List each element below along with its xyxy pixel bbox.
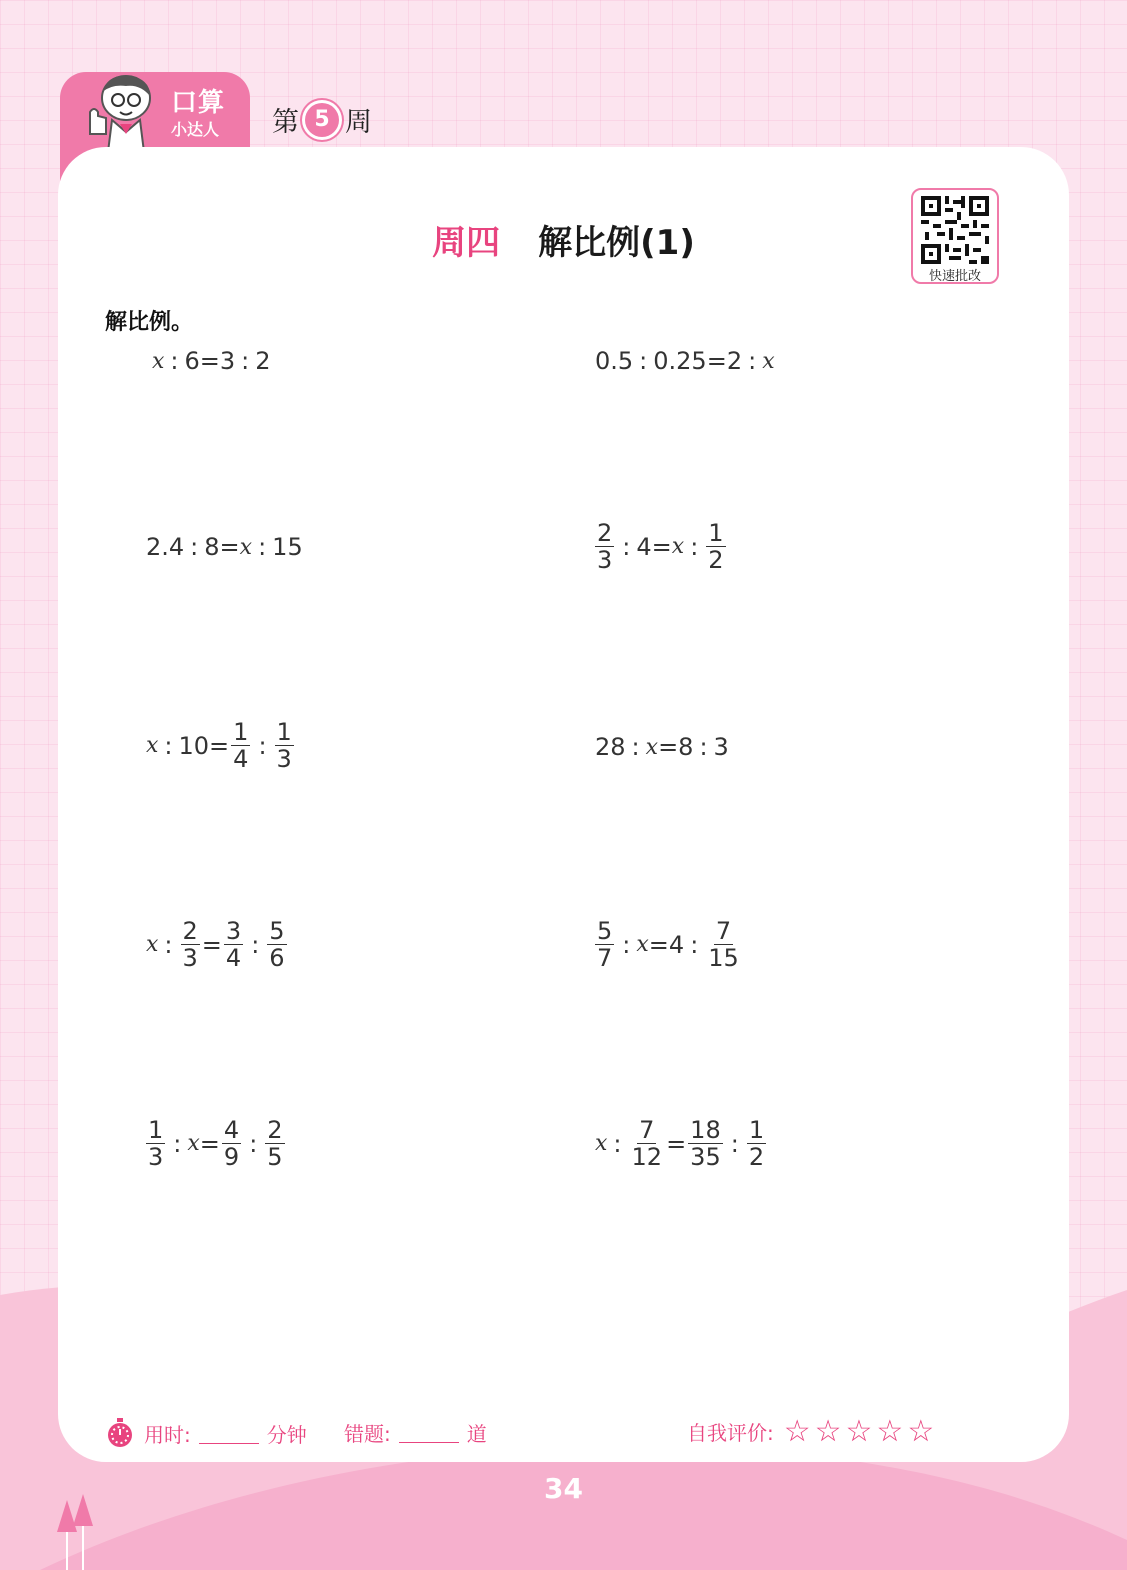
equation-8: $\frac{5}{7}$ : x =4 : $\frac{7}{15}$	[597, 917, 739, 972]
equation-1: x : 6=3 : 2	[152, 347, 271, 375]
qr-code[interactable]	[911, 188, 999, 284]
stopwatch-icon	[106, 1418, 134, 1448]
time-label: 用时:	[144, 1422, 191, 1447]
week-prefix: 第	[272, 107, 299, 138]
brand-title: 口算	[171, 88, 226, 118]
rating-stars[interactable]: ☆☆☆☆☆	[783, 1414, 939, 1449]
mascot-illustration	[78, 72, 160, 152]
errors-label: 错题:	[344, 1422, 391, 1446]
equation-4: $\frac{2}{3}$ : 4= x : $\frac{1}{2}$	[597, 519, 724, 574]
title-topic: 解比例(1)	[538, 223, 695, 263]
worksheet-card	[58, 147, 1069, 1462]
equation-2: 0.5 : 0.25=2 : x	[595, 347, 775, 375]
brand-subtitle: 小达人	[171, 120, 220, 139]
self-eval-label: 自我评价:	[687, 1421, 774, 1445]
time-unit: 分钟	[266, 1422, 307, 1447]
errors-blank[interactable]	[399, 1422, 459, 1443]
errors-unit: 道	[466, 1422, 487, 1446]
equation-6: 28 : x =8 : 3	[595, 733, 729, 761]
qr-code-icon	[921, 196, 989, 264]
week-suffix: 周	[345, 107, 372, 138]
worksheet-footer	[0, 1414, 1127, 1450]
arrow-decoration-icon	[55, 1490, 100, 1570]
time-blank[interactable]	[199, 1423, 259, 1444]
page-number: 34	[544, 1472, 583, 1505]
equation-10: x : $\frac{7}{12}$ = $\frac{18}{35}$ : $\frac{1}{2}$	[595, 1116, 765, 1171]
equation-9: $\frac{1}{3}$ : x = $\frac{4}{9}$ : $\frac{2}{5}$	[148, 1116, 283, 1171]
qr-label: 快速批改	[928, 269, 981, 284]
week-indicator	[272, 100, 372, 139]
week-number-badge: 5	[305, 103, 339, 137]
instruction: 解比例。	[105, 310, 194, 335]
title-day: 周四	[432, 223, 501, 263]
equation-5: x : 10= $\frac{1}{4}$ : $\frac{1}{3}$	[146, 718, 292, 773]
equation-3: 2.4 : 8= x : 15	[146, 533, 303, 561]
equation-7: x : $\frac{2}{3}$ = $\frac{3}{4}$ : $\frac{5}{6}$	[146, 917, 285, 972]
